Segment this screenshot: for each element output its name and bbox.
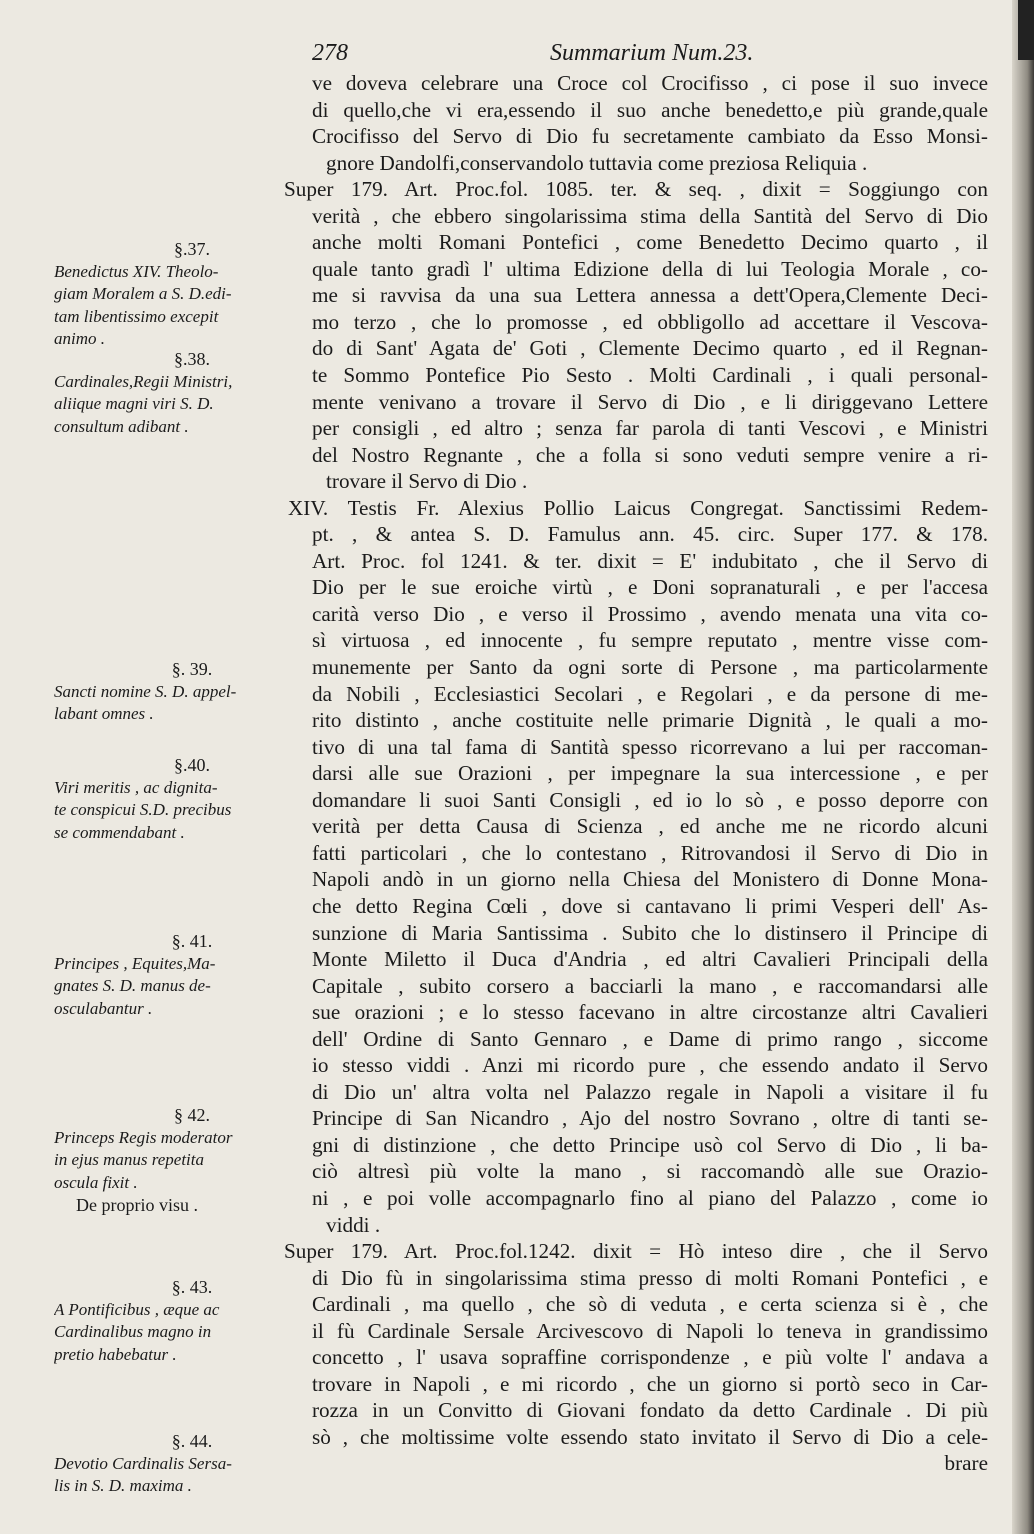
margin-note bbox=[54, 238, 290, 351]
text-line: Super 179. Art. Proc.fol. 1085. ter. & seq. , dixit = Soggiungo con bbox=[284, 177, 988, 202]
text-line: mo terzo , che lo promosse , ed obbligollo ad accettare il Vescova- bbox=[312, 309, 988, 334]
text-line: viddi . bbox=[326, 1212, 381, 1237]
text-line: Super 179. Art. Proc.fol.1242. dixit = Hò inteso dire , che il Servo bbox=[284, 1239, 988, 1264]
margin-note-line: osculabantur . bbox=[54, 998, 153, 1018]
text-line: il fù Cardinale Sersale Arcivescovo di Napoli lo teneva in grandissimo bbox=[312, 1318, 988, 1343]
margin-note-line: tam libentissimo excepit bbox=[54, 306, 219, 326]
text-line: rito distinto , anche costituite nelle primarie Dignità , le quali a mo- bbox=[312, 708, 988, 733]
margin-note bbox=[54, 1104, 290, 1217]
margin-note bbox=[54, 348, 290, 438]
margin-note-line: A Pontificibus , æque ac bbox=[54, 1299, 220, 1319]
text-line: te Sommo Pontefice Pio Sesto . Molti Cardinali , i quali personal- bbox=[312, 363, 988, 388]
text-line: gnore Dandolfi,conservandolo tuttavia come preziosa Reliquia . bbox=[326, 150, 868, 175]
text-line: trovare in Napoli , e mi ricordo , che un giorno si portò seco in Car- bbox=[312, 1371, 988, 1396]
margin-note bbox=[54, 1430, 290, 1498]
text-line: anche molti Romani Pontefici , come Benedetto Decimo quarto , il bbox=[312, 230, 988, 255]
margin-note-line: oscula fixit . bbox=[54, 1172, 138, 1192]
text-line: quale tanto gradì l' ultima Edizione della di lui Teologia Morale , co- bbox=[312, 256, 988, 281]
margin-note-line: aliique magni viri S. D. bbox=[54, 394, 214, 413]
running-title: Summarium Num.23. bbox=[550, 40, 754, 66]
text-line: io stesso viddi . Anzi mi ricordo pure , che essendo andato il Servo bbox=[312, 1053, 988, 1078]
margin-note-line: se commendabant . bbox=[54, 822, 185, 842]
running-header bbox=[312, 40, 992, 70]
text-line: che detto Regina Cœli , dove si cantavano li primi Vesperi dell' As- bbox=[312, 893, 988, 918]
margin-note-line: lis in S. D. maxima . bbox=[54, 1476, 192, 1495]
margin-note-line: giam Moralem a S. D.edi- bbox=[54, 284, 232, 303]
text-line: darsi alle sue Orazioni , per impegnare la sua intercessione , e per bbox=[312, 761, 988, 786]
margin-note-line: Princeps Regis moderator bbox=[54, 1127, 233, 1147]
section-number: §. 44. bbox=[171, 1431, 213, 1451]
section-number: §.40. bbox=[174, 755, 210, 775]
text-line: domandare li suoi Santi Consigli , ed io lo sò , e posso deporre con bbox=[312, 787, 988, 812]
text-line: sunzione di Maria Santissima . Subito che lo distinsero il Principe di bbox=[312, 920, 988, 945]
text-line: del Nostro Regnante , che a folla si sono veduti sempre venire a ri- bbox=[312, 442, 988, 467]
text-line: munemente per Santo da ogni sorte di Persone , ma particolarmente bbox=[312, 655, 988, 680]
text-line: per consigli , ed altro ; senza far parola di tanti Vescovi , e Ministri bbox=[312, 416, 988, 441]
page-edge-shadow bbox=[1012, 0, 1034, 1534]
section-number: § 42. bbox=[174, 1105, 210, 1125]
text-line: brare bbox=[944, 1451, 988, 1476]
text-line: sò , che moltissime volte essendo stato invitato il Servo di Dio a cele- bbox=[312, 1424, 988, 1449]
text-line: mente venivano a trovare il Servo di Dio , e li diriggevano Lettere bbox=[312, 389, 988, 414]
margin-note-line: Viri meritis , ac dignita- bbox=[54, 777, 218, 797]
section-number: §.37. bbox=[174, 239, 210, 259]
margin-note-line: animo . bbox=[54, 329, 105, 348]
text-line: di Dio un' altra volta nel Palazzo regale in Napoli a visitare il fu bbox=[312, 1079, 988, 1104]
text-line: me si ravvisa da una sua Lettera annessa a dett'Opera,Clemente Deci- bbox=[312, 283, 988, 308]
text-line: tivo di una tal fama di Santità spesso ricorrevano a lui per raccoman- bbox=[312, 734, 988, 759]
margin-note-line: consultum adibant . bbox=[54, 416, 189, 436]
text-line: do di Sant' Agata de' Goti , Clemente Decimo quarto , ed il Regnan- bbox=[312, 336, 988, 361]
text-line: trovare il Servo di Dio . bbox=[326, 469, 528, 494]
text-line: Capitale , subito corsero a bacciarli la mano , e raccomandarsi alle bbox=[312, 973, 988, 998]
text-line: sue orazioni ; e lo stesso facevano in altre circostanze altri Cavalieri bbox=[312, 1000, 988, 1025]
text-line: di Dio fù in singolarissima stima presso di molti Romani Pontefici , e bbox=[312, 1265, 988, 1290]
margin-note-line: gnates S. D. manus de- bbox=[54, 976, 211, 995]
text-line: Monte Miletto il Duca d'Andria , ed altri Cavalieri Principali della bbox=[312, 947, 988, 972]
text-line: Crocifisso del Servo di Dio fu secretamente cambiato da Esso Monsi- bbox=[312, 124, 988, 149]
section-number: §. 43. bbox=[171, 1277, 213, 1297]
text-line: Principe di San Nicandro , Ajo del nostro Sovrano , oltre di tanti se- bbox=[312, 1106, 988, 1131]
margin-note-line: labant omnes . bbox=[54, 704, 154, 723]
text-line: XIV. Testis Fr. Alexius Pollio Laicus Congregat. Sanctissimi Redem- bbox=[288, 495, 988, 520]
margin-note-line: pretio habebatur . bbox=[54, 1344, 177, 1364]
margin-note-line: in ejus manus repetita bbox=[54, 1150, 204, 1169]
binding-corner-mark bbox=[1018, 0, 1034, 60]
section-number: §. 39. bbox=[171, 659, 213, 679]
margin-note-extra: De proprio visu . bbox=[76, 1195, 198, 1215]
text-line: da Nobili , Ecclesiastici Secolari , e Regolari , e da persone di me- bbox=[312, 681, 988, 706]
margin-note-line: Devotio Cardinalis Sersa- bbox=[54, 1453, 232, 1473]
text-line: gni di distinzione , che detto Principe usò col Servo di Dio , li ba- bbox=[312, 1132, 988, 1157]
margin-note-line: Cardinalibus magno in bbox=[54, 1322, 212, 1341]
text-line: Cardinali , ma quello , che sò di veduta , e certa scienza si è , che bbox=[312, 1292, 988, 1317]
text-line: verità , che ebbero singolarissima stima della Santità del Servo di Dio bbox=[312, 203, 988, 228]
main-text-column bbox=[284, 70, 988, 1477]
text-line: Art. Proc. fol 1241. & ter. dixit = E' indubitato , che il Servo di bbox=[312, 548, 988, 573]
text-line: rozza in un Convitto di Giovani fondato da detto Cardinale . Di più bbox=[312, 1398, 988, 1423]
margin-note-line: Benedictus XIV. Theolo- bbox=[54, 261, 219, 281]
margin-note bbox=[54, 658, 290, 726]
section-number: §.38. bbox=[174, 349, 210, 369]
text-line: verità per detta Causa di Scienza , ed anche me ne ricordo alcuni bbox=[312, 814, 988, 839]
text-line: Napoli andò in un giorno nella Chiesa del Monistero di Donne Mona- bbox=[312, 867, 988, 892]
margin-note bbox=[54, 754, 290, 844]
section-number: §. 41. bbox=[171, 931, 213, 951]
margin-note-line: Cardinales,Regii Ministri, bbox=[54, 371, 233, 391]
margin-note-line: Principes , Equites,Ma- bbox=[54, 953, 216, 973]
margin-note bbox=[54, 1276, 290, 1366]
text-line: pt. , & antea S. D. Famulus ann. 45. circ. Super 177. & 178. bbox=[312, 522, 988, 547]
margin-note-line: te conspicui S.D. precibus bbox=[54, 800, 232, 819]
margin-note bbox=[54, 930, 290, 1020]
text-line: Dio per le sue eroiche virtù , e Doni sopranaturali , e per l'accesa bbox=[312, 575, 988, 600]
text-line: di quello,che vi era,essendo il suo anche benedetto,e più grande,quale bbox=[312, 97, 988, 122]
text-line: dell' Ordine di Santo Gennaro , e Dame di primo rango , siccome bbox=[312, 1026, 988, 1051]
text-line: fatti particolari , che lo contestano , Ritrovandosi il Servo di Dio in bbox=[312, 840, 988, 865]
text-line: sì virtuosa , ed innocente , fu sempre reputato , mentre visse com- bbox=[312, 628, 988, 653]
margin-note-line: Sancti nomine S. D. appel- bbox=[54, 681, 237, 701]
text-line: ve doveva celebrare una Croce col Crocifisso , ci pose il suo invece bbox=[312, 71, 988, 95]
text-line: ciò altresì più volte la mano , si raccomandò alle sue Orazio- bbox=[312, 1159, 988, 1184]
text-line: carità verso Dio , e verso il Prossimo , avendo menata una vita co- bbox=[312, 601, 988, 626]
text-line: ni , e poi volle accompagnarlo fino al piano del Palazzo , come io bbox=[312, 1185, 988, 1210]
page-number: 278 bbox=[312, 40, 348, 66]
text-line: concetto , l' usava sopraffine corrispondenze , e più volte l' andava a bbox=[312, 1345, 988, 1370]
